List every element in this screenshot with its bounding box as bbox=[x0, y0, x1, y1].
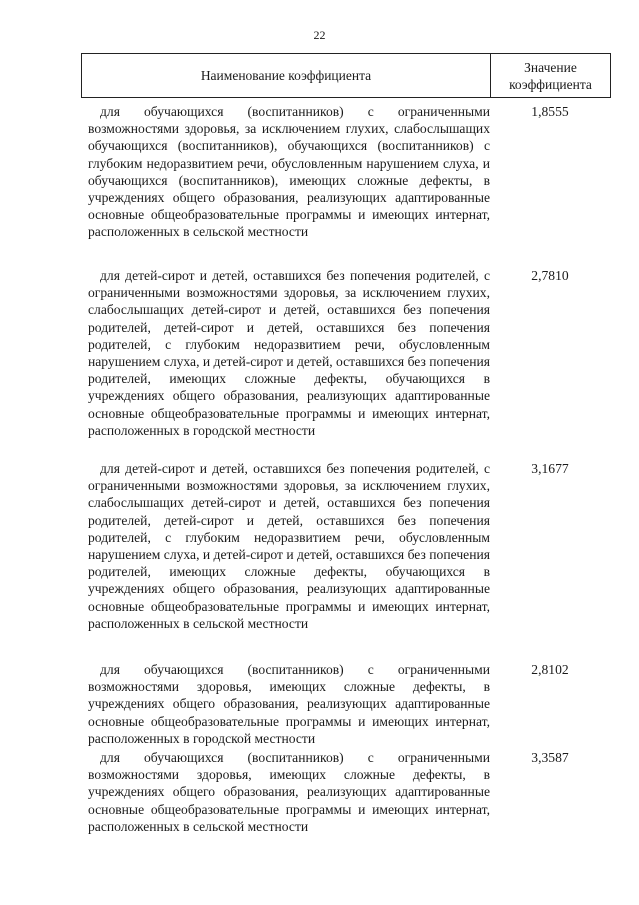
column-header-value: Значение коэффициента bbox=[509, 59, 592, 92]
coefficient-name: для детей-сирот и детей, оставшихся без попечения родителей, с ограниченными возможностями здоровья, за исключением глухих, слабослышащих детей-сирот и детей, оставшихся без попечения родителей, детей-сирот и детей, оставшихся без попечения родителей, с глубоким недоразвитием речи, обусловленным нарушением слуха, и детей-сирот и детей, оставшихся без попечения родителей, имеющих сложные дефекты, обучающихся в учреждениях общего образования, реализующих адаптированные основные общеобразовательные программы и имеющих интернат, расположенных в сельской местности bbox=[88, 461, 490, 631]
coefficient-name: для обучающихся (воспитанников) с ограниченными возможностями здоровья, за исключением глухих, слабослышащих обучающихся (воспитанников), обучающихся (воспитанников) с глубоким недоразвитием речи, обусловленным нарушением слуха, и обучающихся (воспитанников), имеющих сложные дефекты, в учреждениях общего образования, реализующих адаптированные основные общеобразовательные программы и имеющих интернат, расположенных в сельской местности bbox=[88, 104, 490, 240]
table-header bbox=[81, 53, 611, 98]
page-number: 22 bbox=[313, 28, 326, 42]
coefficient-value: 2,8102 bbox=[531, 662, 569, 677]
coefficient-value: 3,3587 bbox=[531, 750, 569, 765]
column-header-name: Наименование коэффициента bbox=[82, 54, 491, 97]
coefficient-value: 3,1677 bbox=[531, 461, 569, 476]
coefficient-name: для детей-сирот и детей, оставшихся без попечения родителей, с ограниченными возможностями здоровья, за исключением глухих, слабослышащих детей-сирот и детей, оставшихся без попечения родителей, детей-сирот и детей, оставшихся без попечения родителей, с глубоким недоразвитием речи, обусловленным нарушением слуха, и детей-сирот и детей, оставшихся без попечения родителей, имеющих сложные дефекты, обучающихся в учреждениях общего образования, реализующих адаптированные основные общеобразовательные программы и имеющих интернат, расположенных в городской местности bbox=[88, 268, 490, 438]
coefficient-name: для обучающихся (воспитанников) с ограниченными возможностями здоровья, имеющих сложные дефекты, в учреждениях общего образования, реализующих адаптированные основные общеобразовательные программы и имеющих интернат, расположенных в сельской местности bbox=[88, 750, 490, 834]
coefficient-value: 1,8555 bbox=[531, 104, 569, 119]
coefficient-name: для обучающихся (воспитанников) с ограниченными возможностями здоровья, имеющих сложные дефекты, в учреждениях общего образования, реализующих адаптированные основные общеобразовательные программы и имеющих интернат, расположенных в городской местности bbox=[88, 662, 490, 746]
coefficient-value: 2,7810 bbox=[531, 268, 569, 283]
